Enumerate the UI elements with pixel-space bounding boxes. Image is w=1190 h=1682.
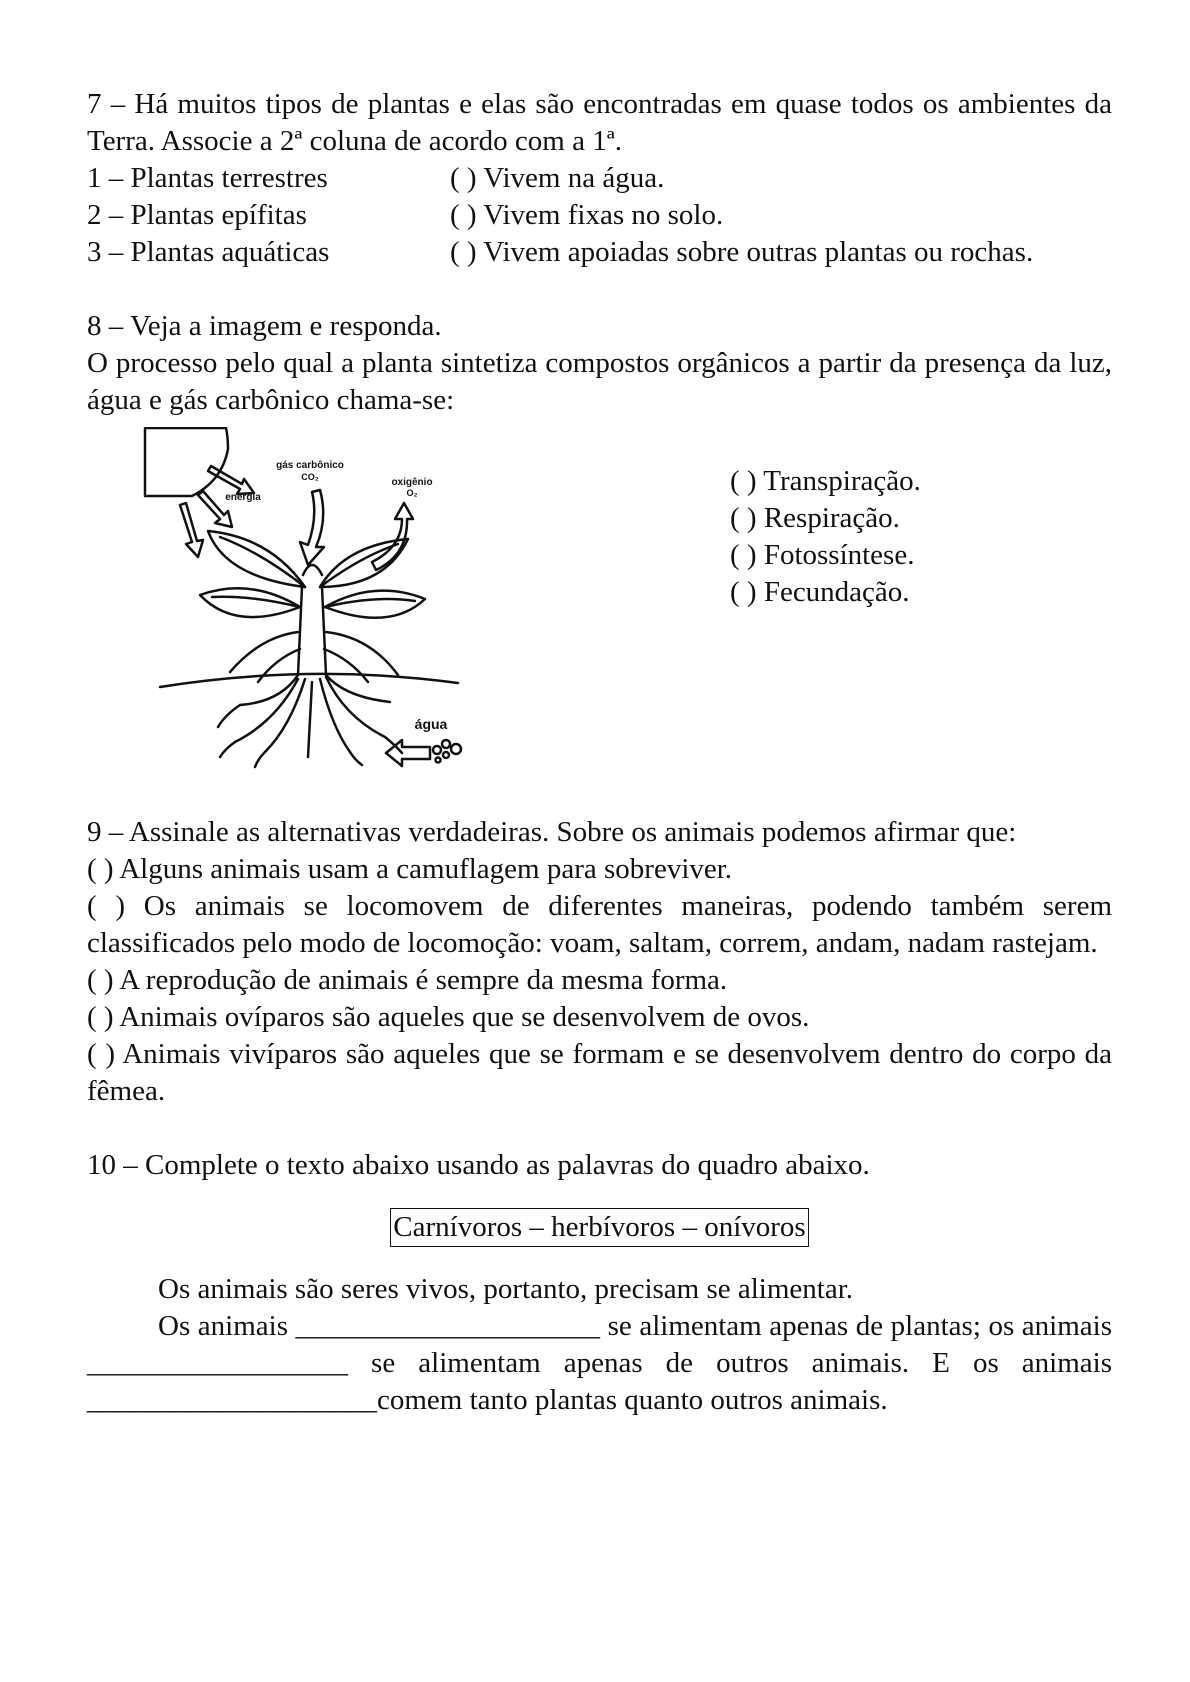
water-drop-icon <box>443 752 449 758</box>
q7-right-item[interactable]: ( ) Vivem apoiadas sobre outras plantas ou rochas. <box>450 236 1034 268</box>
photosynthesis-diagram <box>140 427 540 792</box>
q7-row <box>87 234 1112 271</box>
q10-paragraph-2[interactable]: Os animais _____________________ se alimentam apenas de plantas; os animais __________________ se alimentam apenas de outros animais. E os animais ____________________comem tanto plantas quanto outros animais. <box>87 1310 1112 1416</box>
ground-line <box>160 674 458 687</box>
q7-right-item[interactable]: ( ) Vivem fixas no solo. <box>450 199 724 231</box>
q8-title: 8 – Veja a imagem e responda. <box>87 310 442 342</box>
q8-option[interactable]: ( ) Transpiração. <box>730 465 921 497</box>
oxygen-label: oxigênio <box>391 477 433 488</box>
q7-row <box>87 197 1112 234</box>
water-label: água <box>414 716 448 732</box>
spacer <box>87 1110 1112 1147</box>
energy-label: energia <box>225 492 261 503</box>
q7-association-table <box>87 160 1112 271</box>
q8-body <box>87 419 1112 814</box>
question-10 <box>87 1147 1112 1419</box>
q7-row <box>87 160 1112 197</box>
gas-label: gás carbônico <box>276 460 344 471</box>
spacer <box>87 271 1112 308</box>
q9-item[interactable]: ( ) A reprodução de animais é sempre da mesma forma. <box>87 964 728 996</box>
question-8 <box>87 308 1112 814</box>
roots <box>235 675 390 757</box>
word-box: Carnívoros – herbívoros – onívoros <box>390 1208 808 1247</box>
leaf <box>208 531 305 587</box>
q9-title: 9 – Assinale as alternativas verdadeiras. Sobre os animais podemos afirmar que: <box>87 816 1017 848</box>
co2-arrow-icon <box>300 490 324 565</box>
energy-arrow-icon <box>180 503 203 557</box>
word-box-wrap <box>87 1208 1112 1247</box>
q7-left-item: 2 – Plantas epífitas <box>87 199 307 231</box>
q7-left-item: 3 – Plantas aquáticas <box>87 236 330 268</box>
q7-left-item: 1 – Plantas terrestres <box>87 162 328 194</box>
water-drop-icon <box>442 740 450 748</box>
question-7 <box>87 86 1112 271</box>
q9-item[interactable]: ( ) Animais ovíparos são aqueles que se desenvolvem de ovos. <box>87 1001 810 1033</box>
question-9 <box>87 814 1112 1110</box>
q10-paragraph-1: Os animais são seres vivos, portanto, precisam se alimentar. <box>158 1273 854 1305</box>
o2-label: O₂ <box>406 488 418 498</box>
q9-item[interactable]: ( ) Os animais se locomovem de diferentes maneiras, podendo também serem classificados pelo modo de locomoção: voam, saltam, correm, andam, nadam rastejam. <box>87 890 1112 959</box>
q8-option[interactable]: ( ) Fotossíntese. <box>730 539 915 571</box>
co2-label: CO₂ <box>301 472 319 482</box>
q10-title: 10 – Complete o texto abaixo usando as palavras do quadro abaixo. <box>87 1149 870 1181</box>
q7-intro: 7 – Há muitos tipos de plantas e elas são encontradas em quase todos os ambientes da Terra. Associe a 2ª coluna de acordo com a 1ª. <box>87 88 1112 157</box>
worksheet <box>87 86 1112 1419</box>
water-drop-icon <box>451 744 461 754</box>
plant-stem <box>298 587 326 675</box>
q7-right-item[interactable]: ( ) Vivem na água. <box>450 162 665 194</box>
q9-item[interactable]: ( ) Animais vivíparos são aqueles que se formam e se desenvolvem dentro do corpo da fêmea. <box>87 1038 1112 1107</box>
q9-item[interactable]: ( ) Alguns animais usam a camuflagem para sobreviver. <box>87 853 733 885</box>
water-drop-icon <box>433 746 441 754</box>
q8-option[interactable]: ( ) Fecundação. <box>730 576 910 608</box>
water-drop-icon <box>436 758 441 763</box>
q8-question: O processo pelo qual a planta sintetiza compostos orgânicos a partir da presença da luz, água e gás carbônico chama-se: <box>87 347 1112 416</box>
q8-option[interactable]: ( ) Respiração. <box>730 502 900 534</box>
sun-icon <box>145 428 228 496</box>
q8-options <box>730 463 921 611</box>
